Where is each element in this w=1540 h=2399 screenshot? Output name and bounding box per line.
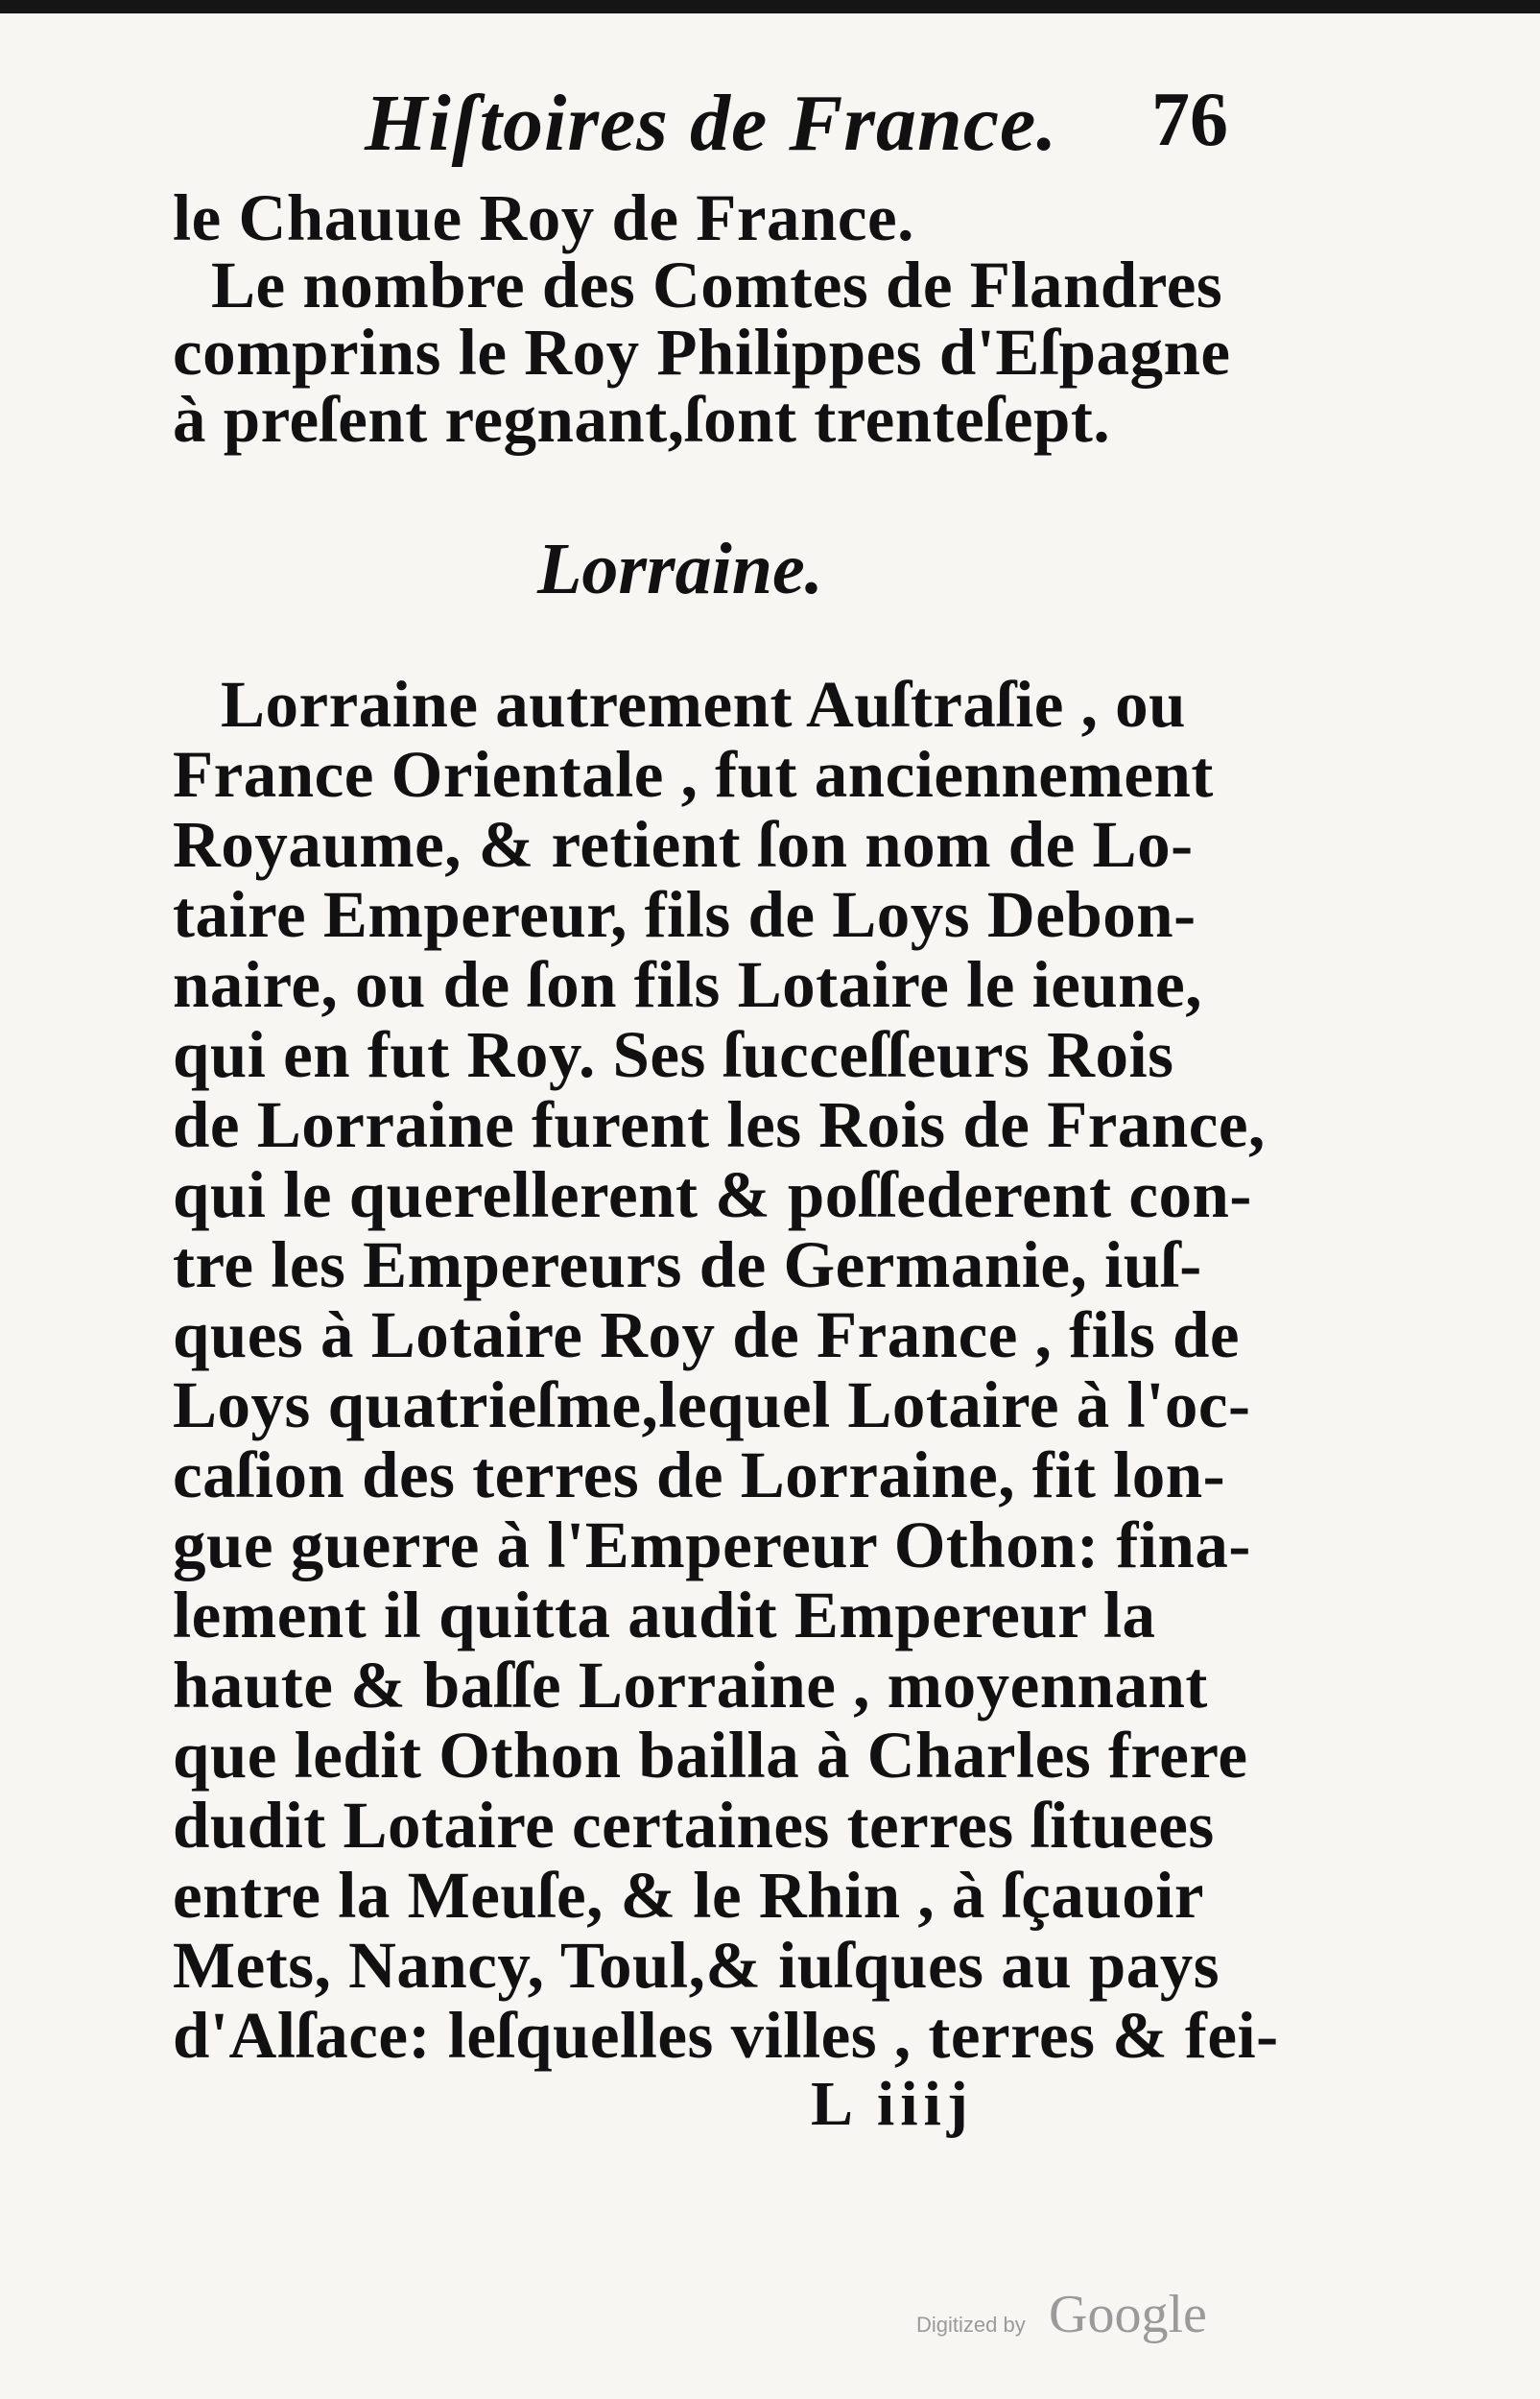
text-line: naire, ou de ſon fils Lotaire le ieune, [173,948,1203,1021]
text-line: haute & baſſe Lorraine , moyennant [173,1649,1208,1722]
text-line: Lorraine autrement Auſtraſie , ou [221,668,1187,741]
running-head [365,77,1228,173]
text-line: caſion des terres de Lorraine, fit lon- [173,1438,1226,1511]
text-line: ques à Lotaire Roy de France , fils de [173,1298,1241,1371]
text-line: Royaume, & retient ſon nom de Lo- [173,808,1194,881]
text-line: Loys quatrieſme,lequel Lotaire à l'oc- [173,1368,1251,1441]
text-line: lement il quitta audit Empereur la [173,1579,1156,1651]
running-title: Hiſtoires de France. [365,79,1058,168]
text-line: Le nombre des Comtes de Flandres [211,249,1223,321]
signature-mark: L iiij [811,2069,974,2139]
section-title: Lorraine. [537,529,823,609]
text-line: gue guerre à l'Empereur Othon: fina- [173,1508,1251,1581]
text-line: qui en fut Roy. Ses ſucceſſeurs Rois [173,1018,1174,1091]
digitized-watermark [916,2284,1233,2351]
text-line: dudit Lotaire certaines terres ſituees [173,1789,1215,1862]
google-logo: Google [1049,2285,1207,2344]
scan-edge-bar [0,0,1540,13]
text-line: que ledit Othon bailla à Charles frere [173,1719,1248,1792]
text-line: comprins le Roy Philippes d'Eſpagne [173,316,1231,389]
text-line: entre la Meuſe, & le Rhin , à ſçauoir [173,1859,1205,1932]
text-line: taire Empereur, fils de Loys Debon- [173,878,1196,951]
book-page [144,67,1279,2159]
text-line: tre les Empereurs de Germanie, iuſ- [173,1228,1202,1301]
text-line: d'Alſace: leſquelles villes , terres & fei- [173,1999,1279,2072]
text-line: France Orientale , fut anciennement [173,738,1214,811]
text-line: de Lorraine furent les Rois de France, [173,1088,1266,1161]
watermark-label: Digitized by [916,2313,1026,2337]
text-line: le Chauue Roy de France. [173,181,914,254]
text-line: à preſent regnant,ſont trenteſept. [173,383,1111,456]
text-line: qui le querellerent & poſſederent con- [173,1158,1252,1231]
text-line: Mets, Nancy, Toul,& iuſques au pays [173,1929,1220,2002]
page-number: 76 [1151,78,1228,162]
